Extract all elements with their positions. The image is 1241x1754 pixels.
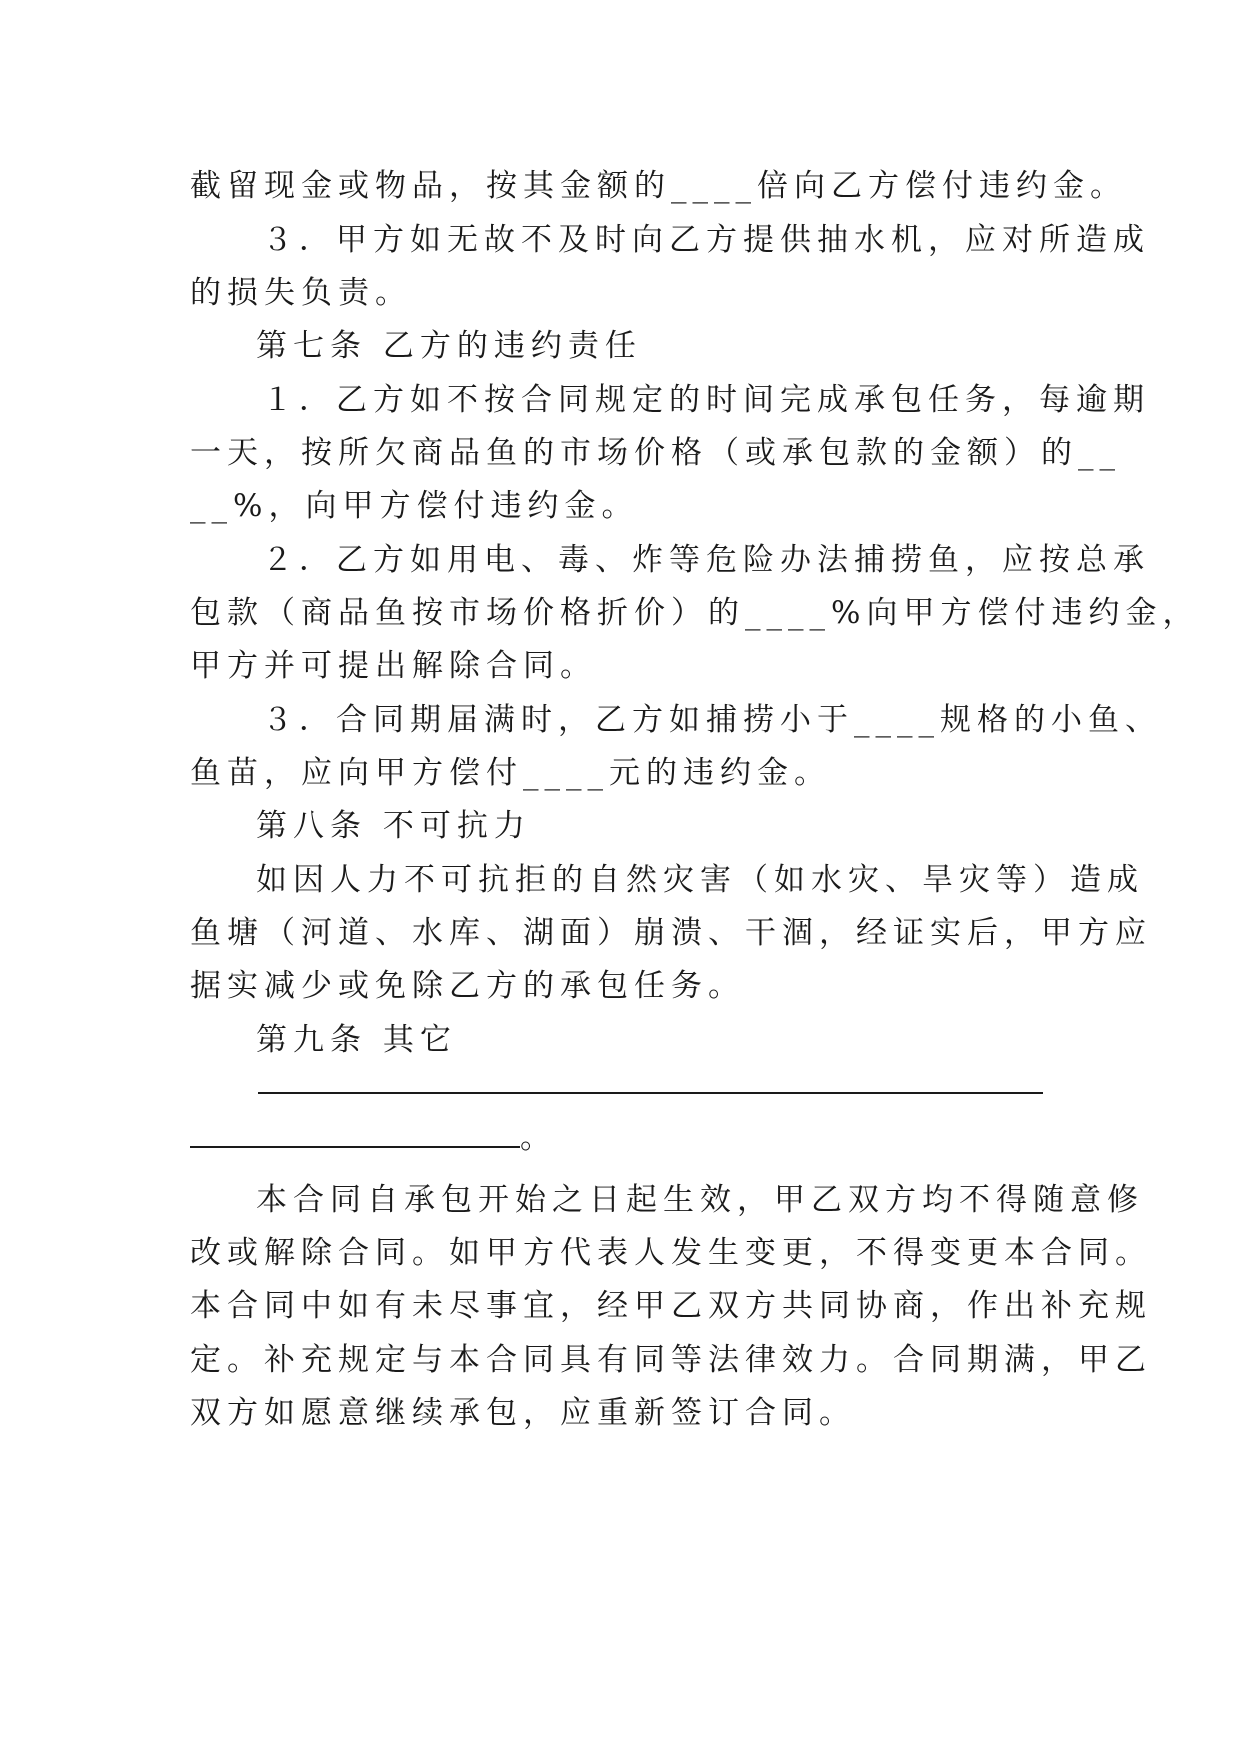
text-line: 一天，按所欠商品鱼的市场价格（或承包款的金额）的__ [190,435,1121,471]
text-line: 定。补充规定与本合同具有同等法律效力。合同期满，甲乙 [190,1342,1152,1378]
text-line: 截留现金或物品，按其金额的____倍向乙方偿付违约金。 [190,168,1127,204]
text-line: 本合同自承包开始之日起生效，甲乙双方均不得随意修 [256,1182,1144,1218]
text-line: １．乙方如不按合同规定的时间完成承包任务，每逾期 [262,382,1150,418]
text-line: 如因人力不可抗拒的自然灾害（如水灾、旱灾等）造成 [256,862,1144,898]
article-heading: 第九条 其它 [256,1022,457,1058]
text-line: 鱼苗，应向甲方偿付____元的违约金。 [190,755,831,791]
text-line: 鱼塘（河道、水库、湖面）崩溃、干涸，经证实后，甲方应 [190,915,1152,951]
blank-end-period: 。 [520,1120,551,1156]
text-line: 甲方并可提出解除合同。 [190,648,597,684]
article-heading: 第七条 乙方的违约责任 [256,328,642,364]
text-line: __%，向甲方偿付违约金。 [190,488,639,524]
article-heading: 第八条 不可抗力 [256,808,531,844]
text-line: ３．甲方如无故不及时向乙方提供抽水机，应对所造成 [262,222,1150,258]
text-line: 的损失负责。 [190,275,412,311]
text-line: 双方如愿意继续承包，应重新签订合同。 [190,1395,856,1431]
text-line: 改或解除合同。如甲方代表人发生变更，不得变更本合同。 [190,1235,1152,1271]
blank-fill-line [258,1092,1043,1094]
text-line: 本合同中如有未尽事宜，经甲乙双方共同协商，作出补充规 [190,1288,1152,1324]
text-line: 包款（商品鱼按市场价格折价）的____%向甲方偿付违约金， [190,595,1200,631]
text-line: ３．合同期届满时，乙方如捕捞小于____规格的小鱼、 [262,702,1162,738]
text-line: 据实减少或免除乙方的承包任务。 [190,968,745,1004]
text-line: ２．乙方如用电、毒、炸等危险办法捕捞鱼，应按总承 [262,542,1150,578]
blank-fill-line [190,1146,520,1148]
